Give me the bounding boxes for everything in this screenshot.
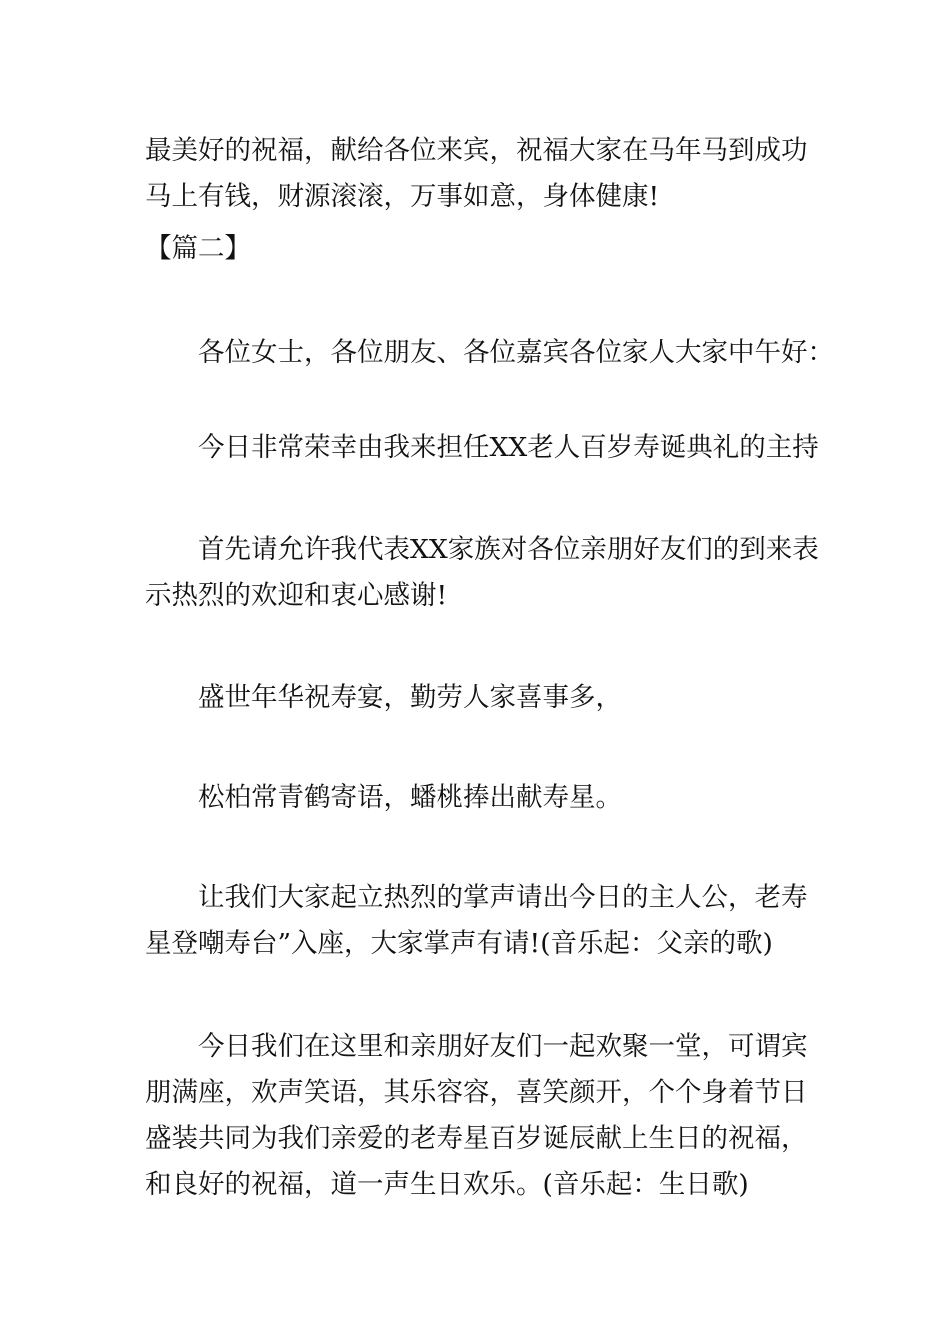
paragraph-verse-1 <box>145 675 810 721</box>
text-line: 马上有钱，财源滚滚，万事如意，身体健康! <box>145 181 660 212</box>
text-line: 示热烈的欢迎和衷心感谢! <box>145 580 448 611</box>
text-line: 松柏常青鹤寄语，蟠桃捧出献寿星。 <box>198 782 622 813</box>
text-line: 让我们大家起立热烈的掌声请出今日的主人公，老寿 <box>198 882 808 913</box>
section-heading-text: 【篇二】 <box>145 233 251 264</box>
text-line: 首先请允许我代表XX家族对各位亲朋好友们的到来表 <box>198 534 819 565</box>
text-line: 今日非常荣幸由我来担任XX老人百岁寿诞典礼的主持 <box>198 432 819 463</box>
paragraph-host <box>145 425 819 471</box>
paragraph-applause <box>145 875 810 967</box>
paragraph-verse-2 <box>145 775 810 821</box>
paragraph-greeting <box>145 330 834 376</box>
text-line: 朋满座，欢声笑语，其乐容容，喜笑颜开，个个身着节日 <box>145 1077 808 1108</box>
text-line: 盛装共同为我们亲爱的老寿星百岁诞辰献上生日的祝福， <box>145 1123 808 1154</box>
paragraph-gathering <box>145 1024 810 1208</box>
text-line: 星登嘲寿台”入座，大家掌声有请!(音乐起：父亲的歌) <box>145 928 773 959</box>
paragraph-welcome <box>145 527 819 619</box>
intro-paragraph <box>145 128 810 220</box>
text-line: 和良好的祝福，道一声生日欢乐。(音乐起：生日歌) <box>145 1169 749 1200</box>
section-heading <box>145 226 810 272</box>
text-line: 盛世年华祝寿宴，勤劳人家喜事多， <box>198 682 622 713</box>
text-line: 最美好的祝福，献给各位来宾，祝福大家在马年马到成功 <box>145 135 808 166</box>
text-line: 今日我们在这里和亲朋好友们一起欢聚一堂，可谓宾 <box>198 1031 808 1062</box>
text-line: 各位女士，各位朋友、各位嘉宾各位家人大家中午好： <box>198 337 834 368</box>
